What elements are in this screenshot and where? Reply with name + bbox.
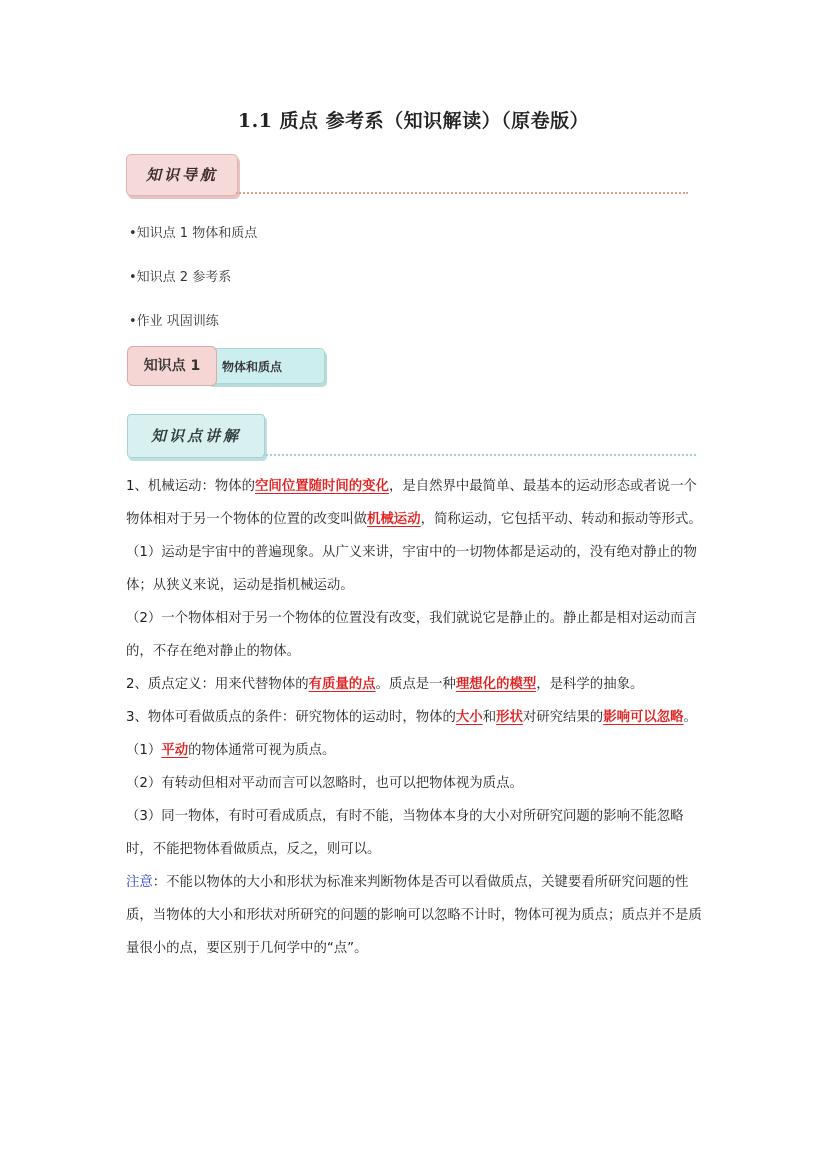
toc-item-1: •知识点 1 物体和质点 (129, 226, 258, 241)
paragraph-particle-conditions (126, 701, 704, 734)
paragraph-3-3: （3）同一物体，有时可看成质点，有时不能，当物体本身的大小对所研究问题的影响不能忽略时，不能把物体看做质点，反之，则可以。 (126, 809, 684, 857)
toc-item-3: •作业 巩固训练 (129, 314, 219, 329)
text: 和 (482, 710, 497, 725)
highlight: 大小 (455, 710, 483, 725)
highlight: 平动 (161, 743, 189, 758)
explain-divider (263, 454, 696, 456)
knowledge-point-1-header (127, 346, 325, 386)
knowledge-point-tab: 知识点 1 (127, 346, 217, 386)
paragraph-mechanical-motion (126, 470, 704, 536)
text: 1、机械运动：物体的 (126, 479, 256, 494)
highlight: 机械运动 (367, 512, 421, 527)
page-title: 1.1 质点 参考系（知识解读）（原卷版） (237, 110, 590, 132)
toc-item-2: •知识点 2 参考系 (129, 270, 232, 285)
paragraph-1-2: （2）一个物体相对于另一个物体的位置没有改变，我们就说它是静止的。静止都是相对运动而言的，不存在绝对静止的物体。 (126, 611, 697, 659)
text: （1） (126, 743, 162, 758)
text: 对研究结果的 (522, 710, 604, 725)
nav-divider (236, 192, 688, 194)
knowledge-point-label: 物体和质点 (209, 348, 325, 384)
text: 。质点是一种 (375, 677, 456, 692)
highlight: 理想化的模型 (455, 677, 537, 692)
text: ，是自然界中最简单、最基本的运动形态或者说一个物体相对于另一个物体的位置的改变叫做 (126, 479, 697, 527)
text: ，是科学的抽象。 (536, 677, 644, 692)
note-label: 注意 (126, 875, 153, 890)
paragraph-3-1 (126, 734, 704, 767)
paragraph-1-1: （1）运动是宇宙中的普遍现象。从广义来讲，宇宙中的一切物体都是运动的，没有绝对静止的物体；从狭义来说，运动是指机械运动。 (126, 545, 697, 593)
text: 2、质点定义：用来代替物体的 (126, 677, 309, 692)
note-text: ：不能以物体的大小和形状为标准来判断物体是否可以看做质点，关键要看所研究问题的性质，当物体的大小和形状对所研究的问题的影响可以忽略不计时，物体可视为质点；质点并不是质量很小的点，要区别于几何学中的“点”。 (126, 875, 702, 956)
highlight: 影响可以忽略 (603, 710, 684, 725)
text: ，简称运动，它包括平动、转动和振动等形式。 (420, 512, 702, 527)
highlight: 有质量的点 (308, 677, 376, 692)
paragraph-particle-definition (126, 668, 704, 701)
paragraph-3-2: （2）有转动但相对平动而言可以忽略时，也可以把物体视为质点。 (126, 776, 523, 791)
knowledge-nav-banner: 知识导航 (126, 154, 238, 196)
content-body (126, 470, 704, 965)
explain-banner: 知识点讲解 (127, 414, 265, 458)
highlight: 形状 (496, 710, 523, 725)
highlight: 空间位置随时间的变化 (255, 479, 389, 494)
text: 的物体通常可视为质点。 (188, 743, 336, 758)
text: 3、物体可看做质点的条件：研究物体的运动时，物体的 (126, 710, 456, 725)
text: 。 (683, 710, 697, 725)
paragraph-note (126, 866, 704, 965)
